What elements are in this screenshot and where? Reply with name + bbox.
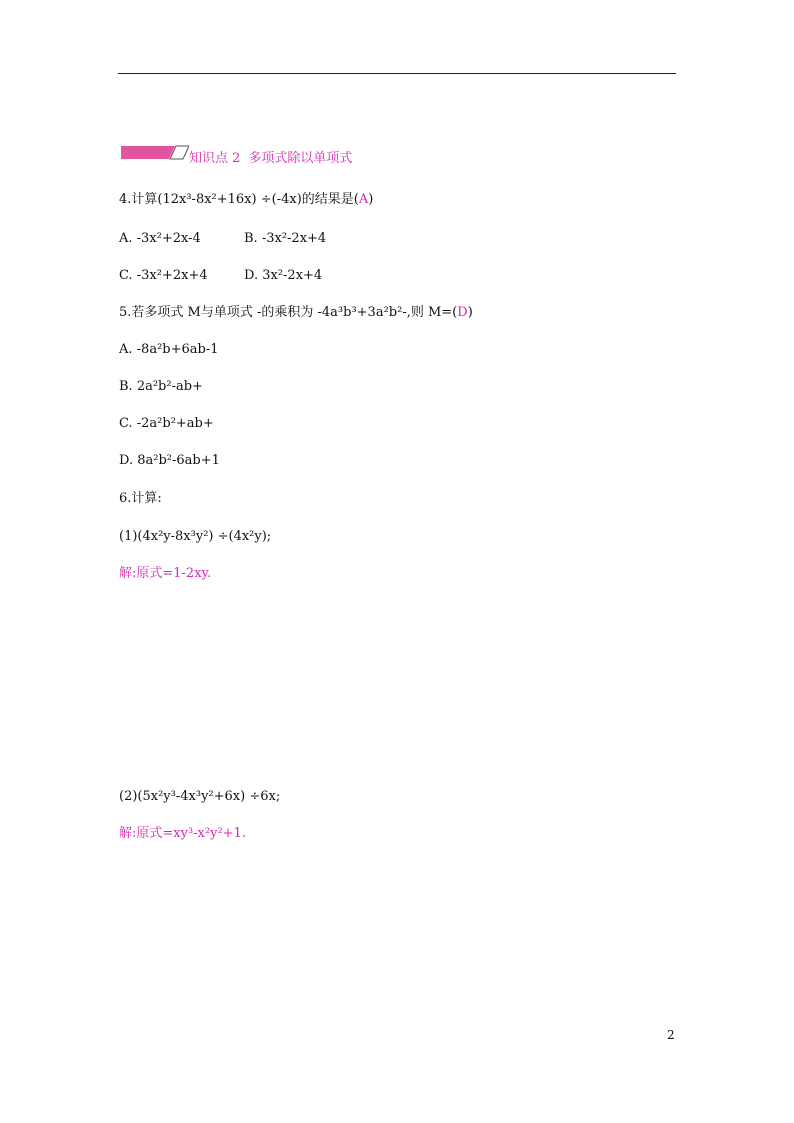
- question-6-part-2-solution: 解:原式=xy³-x²y²+1.: [119, 826, 246, 841]
- question-6-stem: 6.计算:: [119, 491, 162, 506]
- question-4-option-a: A. -3x²+2x-4: [119, 231, 201, 246]
- page-number: 2: [667, 1028, 675, 1042]
- question-4-option-b: B. -3x²-2x+4: [244, 231, 327, 246]
- question-4-answer: A: [358, 192, 369, 207]
- section-label: 知识点 2: [189, 151, 241, 166]
- section-title: 多项式除以单项式: [248, 151, 353, 166]
- question-5-answer: D: [457, 305, 468, 320]
- question-4-option-c: C. -3x²+2x+4: [119, 268, 208, 283]
- question-5-stem: 5.若多项式 M与单项式 -的乘积为 -4a³b³+3a²b²-,则 M=(D): [119, 305, 473, 320]
- question-4-stem: 4.计算(12x³-8x²+16x) ÷(-4x)的结果是(A): [119, 192, 374, 207]
- question-5-option-c: C. -2a²b²+ab+: [119, 416, 214, 431]
- section-badge-icon: [121, 145, 189, 160]
- question-5-option-d: D. 8a²b²-6ab+1: [119, 453, 220, 468]
- question-6-part-2: (2)(5x²y³-4x³y²+6x) ÷6x;: [119, 789, 281, 804]
- question-4-option-d: D. 3x²-2x+4: [244, 268, 323, 283]
- question-5-option-b: B. 2a²b²-ab+: [119, 379, 203, 394]
- header-rule: [118, 73, 676, 74]
- section-heading: [189, 147, 352, 166]
- question-6-part-1: (1)(4x²y-8x³y²) ÷(4x²y);: [119, 529, 272, 544]
- question-5-option-a: A. -8a²b+6ab-1: [119, 342, 219, 357]
- question-6-part-1-solution: 解:原式=1-2xy.: [119, 566, 212, 581]
